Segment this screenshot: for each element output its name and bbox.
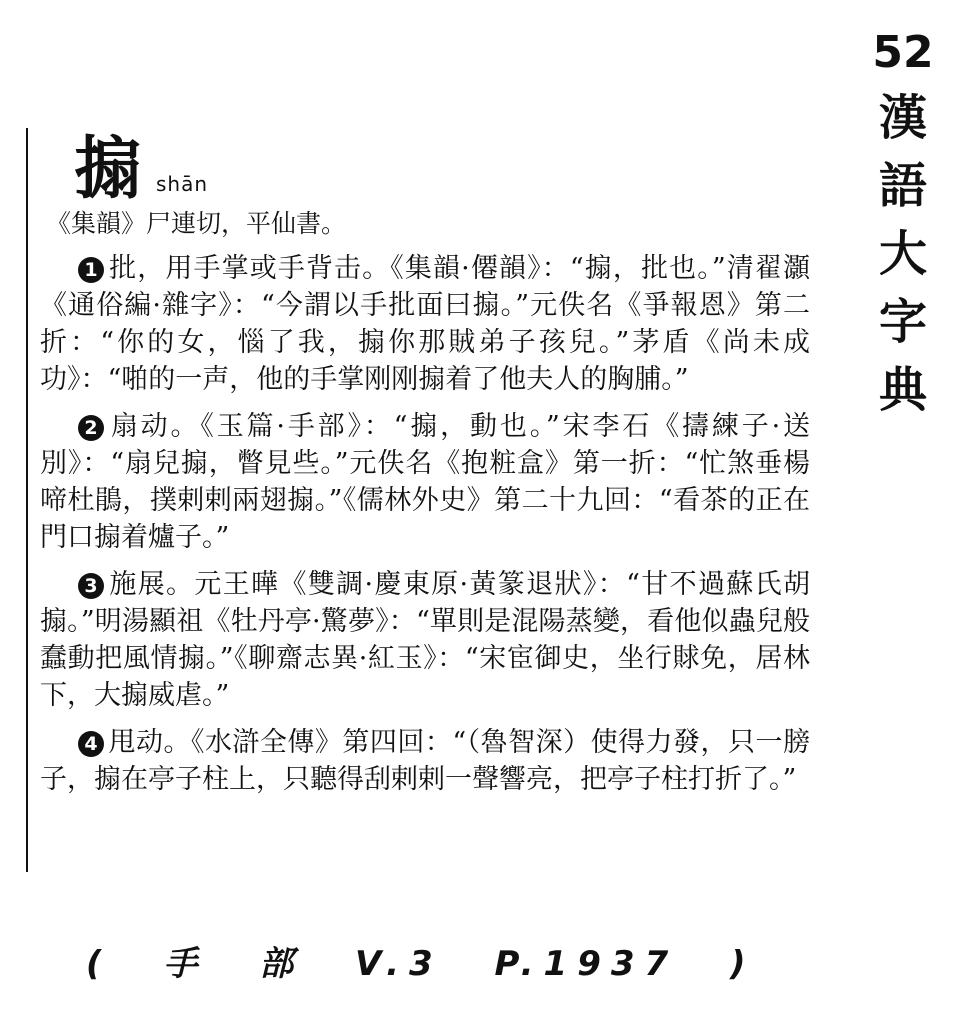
sense-text: 甩动。《水滸全傳》第四回：“（魯智深）使得力發，只一膀子，搧在亭子柱上，只聽得刮剌剌一聲響亮，把亭子柱打折了。” — [40, 727, 810, 795]
headword: 搧 — [74, 129, 143, 209]
sense-1 — [40, 250, 810, 398]
sense-number-badge: 2 — [78, 415, 104, 441]
phonetic-source: 《集韻》尸連切，平仙書。 — [46, 209, 347, 238]
sense-text: 施展。元王曄《雙調·慶東原·黃篆退狀》：“甘不過蘇氏胡搧。”明湯顯祖《牡丹亭·驚夢》：“單則是混陽蒸變，看他似蟲兒般蠢動把風情搧。”《聊齋志異·紅玉》：“宋宦御史，坐行賕免，居林下，大搧威虐。” — [40, 569, 810, 711]
sense-3 — [40, 566, 810, 714]
sense-number-badge: 4 — [78, 731, 104, 757]
title-char: 漢 — [878, 90, 927, 147]
sense-text: 批，用手掌或手背击。《集韻·僊韻》：“搧，批也。”清翟灝《通俗編·雜字》：“今謂以手批面曰搧。”元佚名《爭報恩》第二折：“你的女，惱了我，搧你那賊弟子孩兒。”茅盾《尚未成功》：“啪的一声，他的手掌刚刚搧着了他夫人的胸脯。” — [40, 253, 810, 395]
sense-4 — [40, 724, 810, 798]
sense-text: 扇动。《玉篇·手部》：“搧，動也。”宋李石《擣練子·送別》：“扇兒搧，瞥見些。”元佚名《抱粧盒》第一折：“忙煞垂楊啼杜鵑，撲剌剌兩翅搧。”《儒林外史》第二十九回：“看茶的正在門口搧着爐子。” — [40, 411, 810, 553]
title-char: 語 — [878, 158, 927, 215]
dictionary-name — [868, 84, 938, 424]
dictionary-entry — [40, 128, 810, 798]
pinyin: shān — [156, 172, 209, 196]
headword-line — [40, 128, 810, 209]
handwritten-source-note: ( 手 部 V.3 P.1937 ) — [86, 944, 756, 984]
title-char: 大 — [878, 226, 927, 283]
sense-number-badge: 3 — [78, 573, 104, 599]
volume-number: 52 — [872, 27, 934, 78]
sense-number-badge: 1 — [78, 257, 104, 283]
dictionary-side-title — [868, 27, 938, 424]
title-char: 字 — [878, 294, 927, 351]
margin-rule — [26, 128, 28, 872]
sense-2 — [40, 408, 810, 556]
title-char: 典 — [878, 362, 927, 419]
